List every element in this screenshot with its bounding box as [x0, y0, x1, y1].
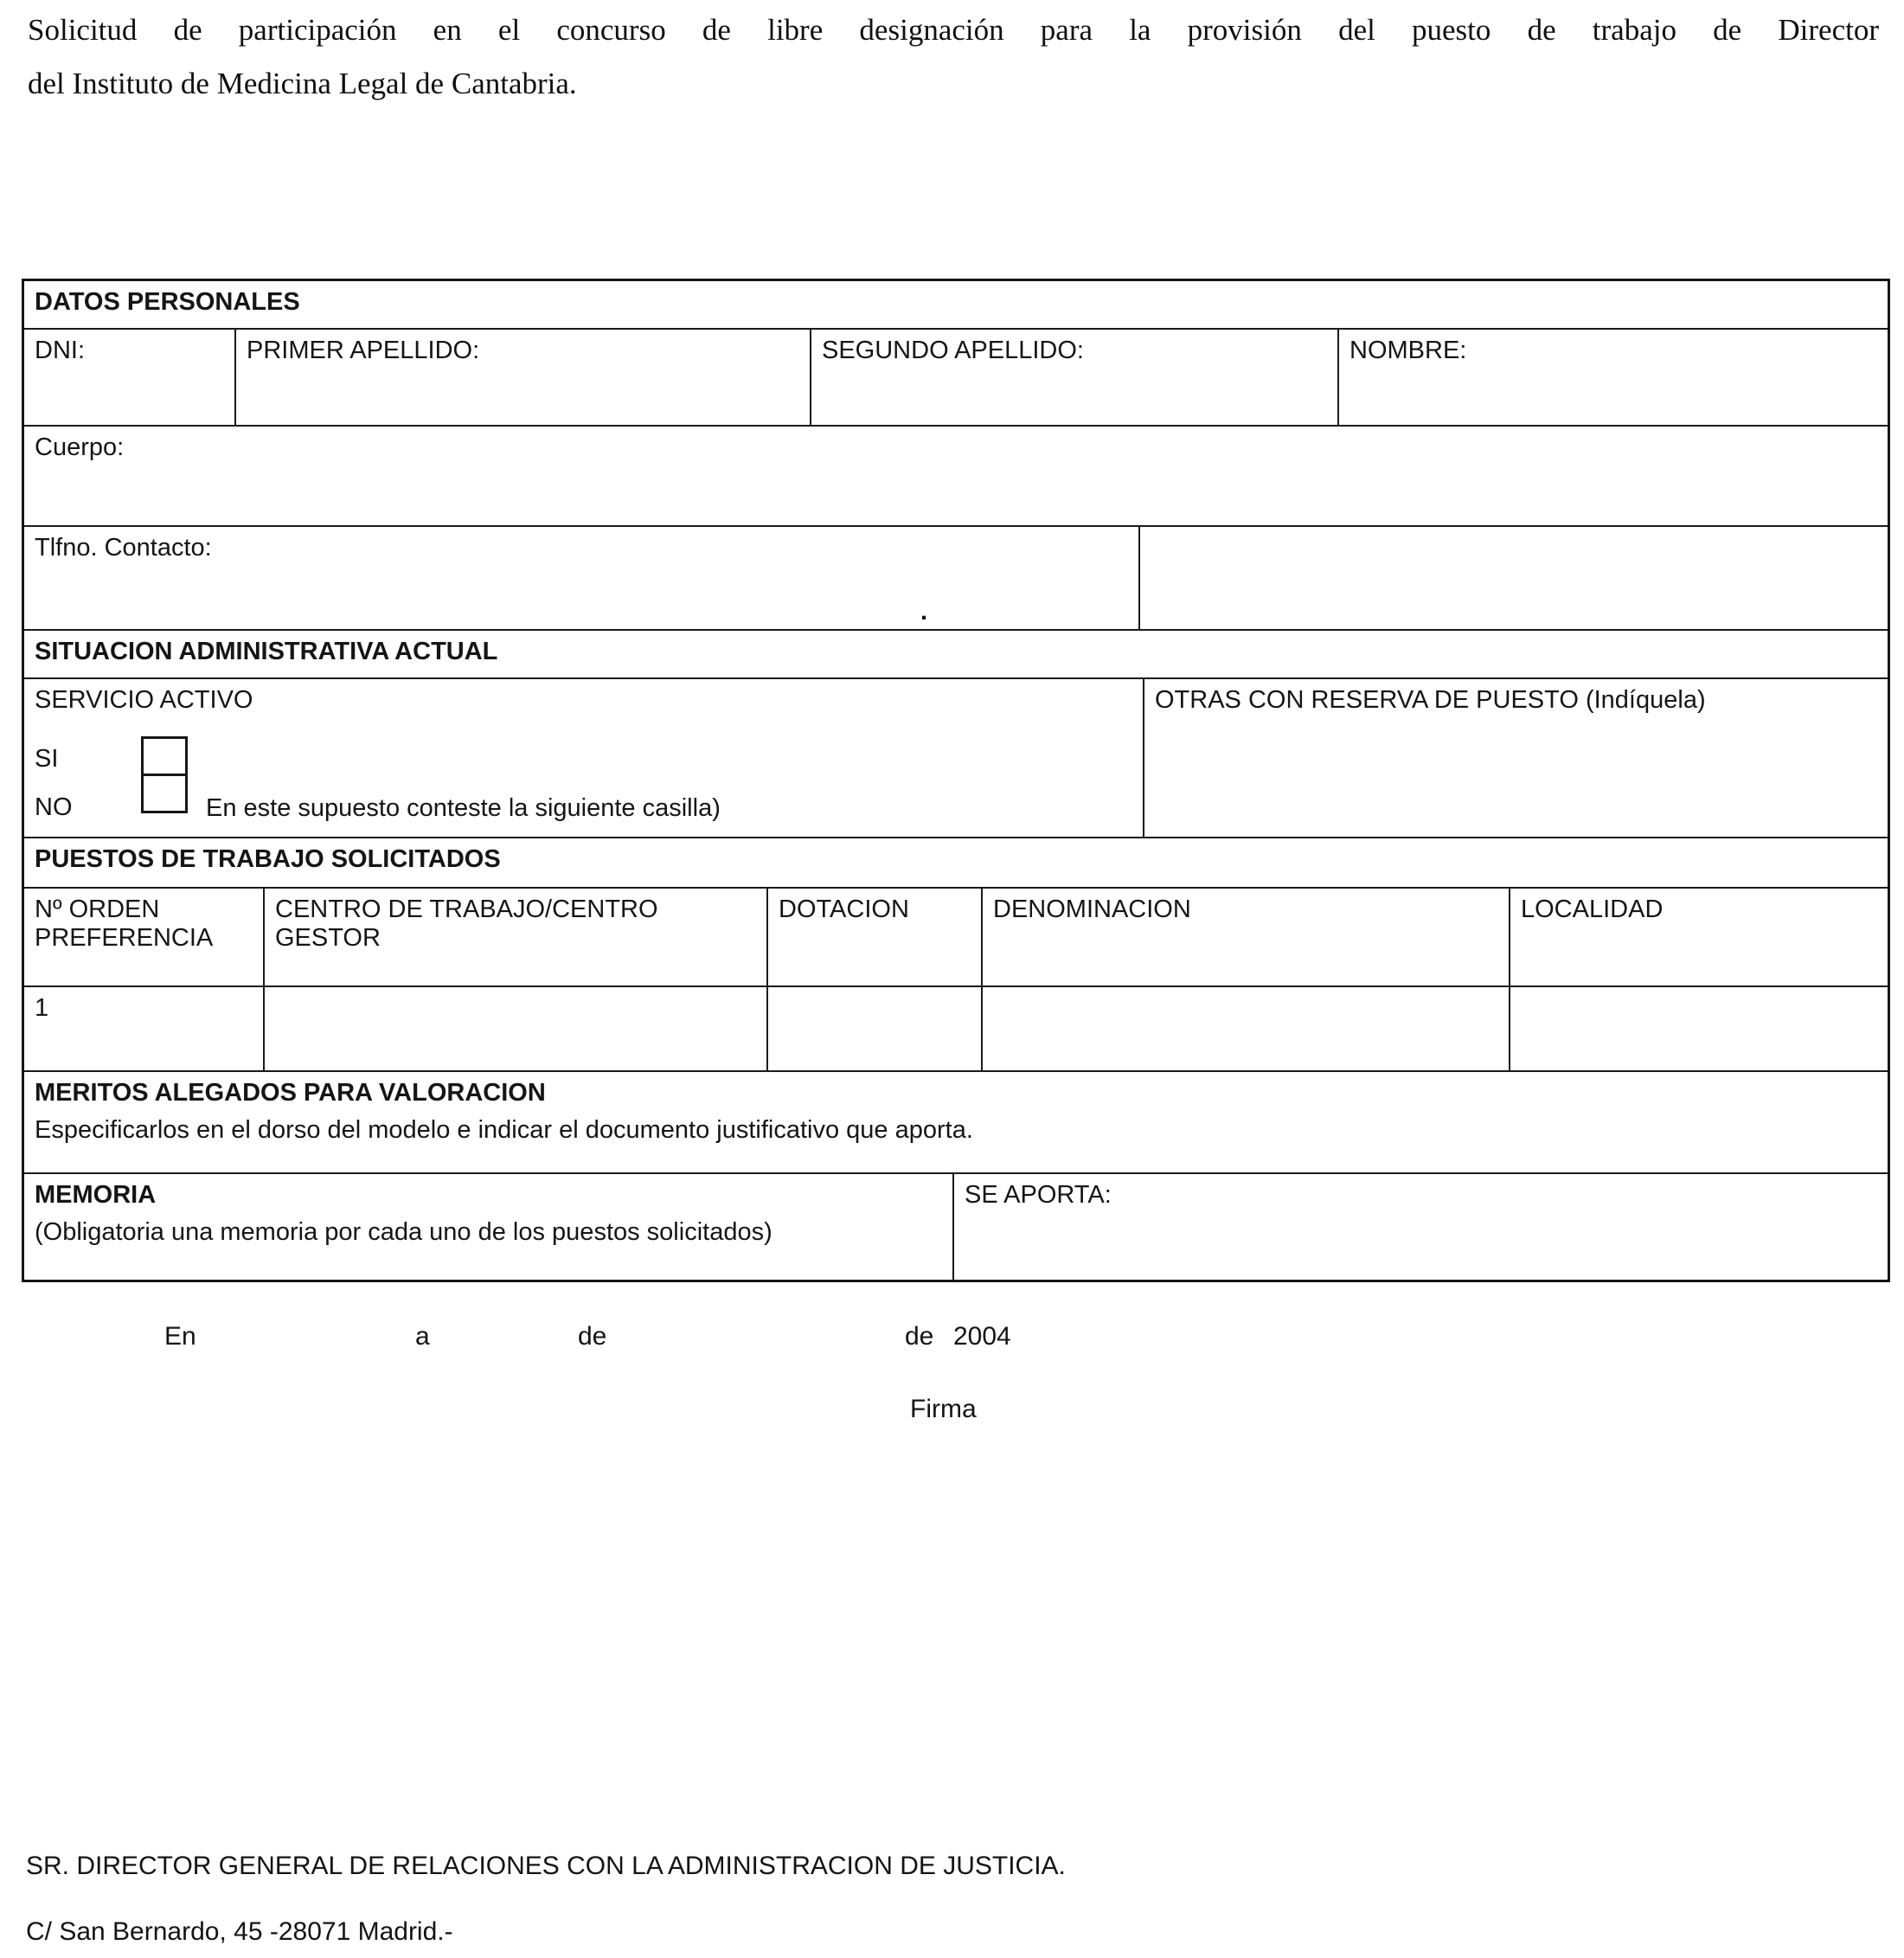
nombre-label: NOMBRE: [1349, 337, 1467, 364]
meritos-note: Especificarlos en el dorso del modelo e indicar el documento justificativo que aporta. [35, 1116, 973, 1144]
se-aporta-cell [954, 1174, 1888, 1280]
col-header-denominacion: DENOMINACION [983, 889, 1510, 985]
memoria-row [24, 1174, 1888, 1280]
date-line [0, 1322, 1904, 1357]
puestos-data-row [24, 987, 1888, 1072]
memoria-title: MEMORIA [35, 1181, 157, 1209]
memoria-cell [24, 1174, 954, 1280]
servicio-activo-cell [24, 679, 1144, 837]
intro-line-2: del Instituto de Medicina Legal de Cantabria. [28, 67, 577, 100]
centro-value-cell [265, 987, 768, 1070]
no-label: NO [35, 793, 73, 821]
nombre-cell [1339, 330, 1888, 425]
si-label: SI [35, 745, 59, 773]
cuerpo-label: Cuerpo: [35, 433, 125, 461]
dni-cell [24, 330, 236, 425]
dni-label: DNI: [35, 337, 85, 364]
puestos-header-row [24, 889, 1888, 987]
section-datos-personales-title-row [24, 281, 1888, 330]
meritos-row [24, 1072, 1888, 1174]
dotacion-value-cell [768, 987, 983, 1070]
situacion-fields-row [24, 679, 1888, 838]
date-year-label: 2004 [953, 1322, 1011, 1351]
segundo-apellido-cell [811, 330, 1339, 425]
application-form-table [22, 279, 1890, 1282]
no-checkbox [141, 774, 188, 813]
date-de1-label: de [578, 1322, 607, 1351]
tlfno-empty-cell [1140, 527, 1888, 629]
date-a-label: a [415, 1322, 430, 1351]
si-checkbox [141, 736, 188, 776]
servicio-activo-label: SERVICIO ACTIVO [35, 686, 253, 714]
datos-personales-title: DATOS PERSONALES [35, 288, 300, 316]
col-header-localidad: LOCALIDAD [1521, 896, 1664, 923]
primer-apellido-label: PRIMER APELLIDO: [247, 337, 480, 364]
primer-apellido-cell [236, 330, 811, 425]
cuerpo-cell [24, 427, 1888, 525]
firma-label: Firma [910, 1395, 977, 1423]
footer-address: C/ San Bernardo, 45 -28071 Madrid.- [26, 1917, 453, 1946]
datos-personales-fields-row [24, 330, 1888, 427]
intro-line-1: Solicitud de participación en el concurso de libre designación para la provisión del puesto de trabajo de Director [28, 13, 1879, 47]
puestos-title: PUESTOS DE TRABAJO SOLICITADOS [35, 845, 501, 873]
section-puestos-title-row [24, 838, 1888, 889]
otras-reserva-cell [1144, 679, 1888, 837]
memoria-note: (Obligatoria una memoria por cada uno de los puestos solicitados) [35, 1218, 772, 1246]
segundo-apellido-label: SEGUNDO APELLIDO: [822, 337, 1084, 364]
section-situacion-title-row [24, 631, 1888, 679]
col-header-orden: Nº ORDEN PREFERENCIA [24, 889, 265, 985]
tlfno-label: Tlfno. Contacto: [35, 534, 212, 562]
localidad-value-cell [1510, 987, 1888, 1070]
denominacion-value-cell [983, 987, 1510, 1070]
otras-reserva-label: OTRAS CON RESERVA DE PUESTO (Indíquela) [1155, 686, 1706, 714]
cuerpo-row [24, 427, 1888, 527]
se-aporta-label: SE APORTA: [965, 1181, 1112, 1209]
stray-dot: . [920, 598, 928, 626]
intro-paragraph [28, 3, 1879, 111]
footer-addressee: SR. DIRECTOR GENERAL DE RELACIONES CON LA ADMINISTRACION DE JUSTICIA. [26, 1852, 1066, 1880]
meritos-cell [24, 1072, 1888, 1172]
tlfno-row [24, 527, 1888, 631]
date-de2-label: de [905, 1322, 934, 1351]
date-en-label: En [164, 1322, 196, 1351]
no-note: En este supuesto conteste la siguiente casilla) [206, 794, 721, 822]
meritos-title: MERITOS ALEGADOS PARA VALORACION [35, 1079, 546, 1107]
situacion-title: SITUACION ADMINISTRATIVA ACTUAL [35, 638, 498, 665]
orden-value-cell: 1 [24, 987, 265, 1070]
col-header-dotacion: DOTACION [768, 889, 983, 985]
tlfno-cell [24, 527, 1140, 629]
col-header-centro: CENTRO DE TRABAJO/CENTRO GESTOR [265, 889, 768, 985]
